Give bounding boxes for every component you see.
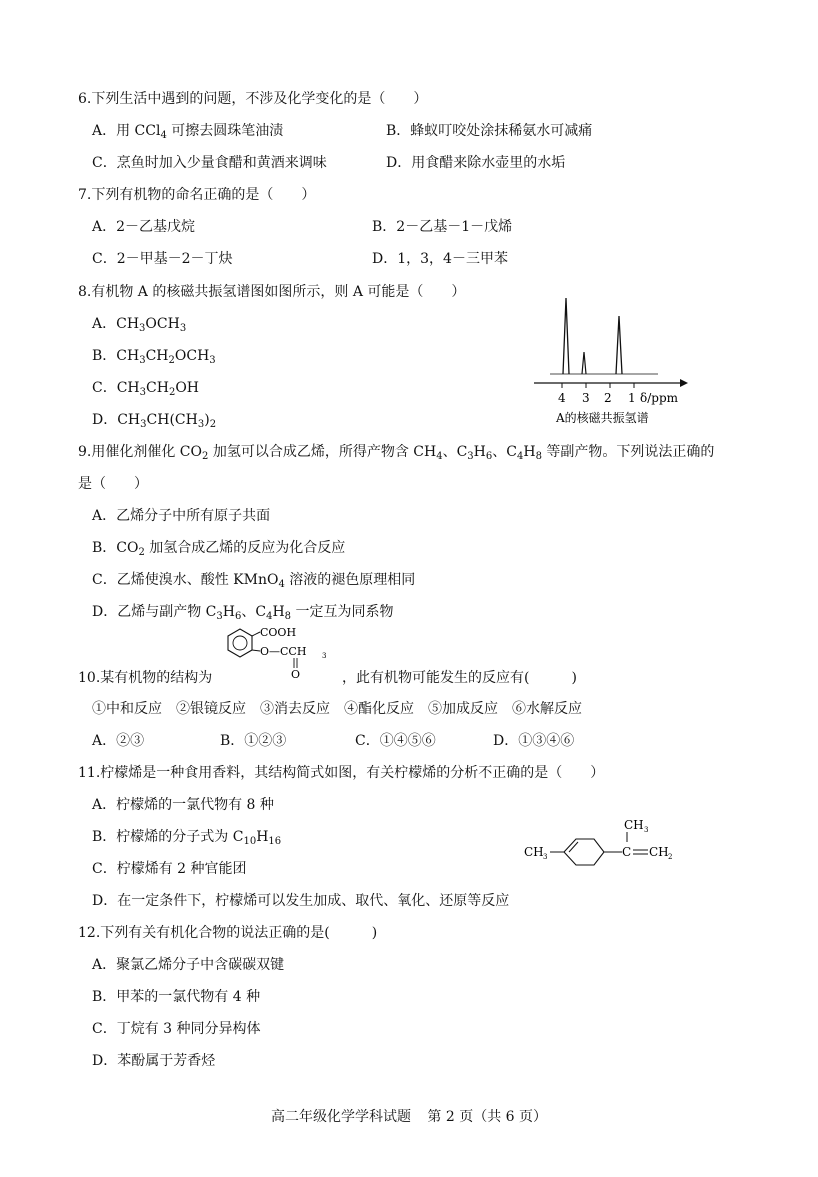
nmr-tick-label: 4 [558,391,566,405]
footer-page-number: 第 2 页（共 6 页） [427,1109,548,1125]
bond [252,650,260,651]
q8-option-a [92,314,186,334]
q6-option-c: C．烹鱼时加入少量食醋和黄酒来调味 [92,155,327,171]
q12-option-a: A．聚氯乙烯分子中含碳碳双键 [92,957,285,973]
q9-d-m: H [222,604,235,620]
q11-option-b [92,827,281,847]
q12-option-d: D．苯酚属于芳香烃 [92,1053,216,1069]
q11-option-d: D．在一定条件下，柠檬烯可以发生加成、取代、氧化、还原等反应 [92,893,510,909]
q9-b-sub: 2 [138,547,145,558]
q9-s1b: 加氢可以合成乙烯，所得产物含 CH [208,444,437,460]
q9-sub: 6 [485,451,493,462]
q8-b-s5: 3 [209,355,216,366]
q9-s1c: 、C [442,444,468,460]
q9-option-c [92,570,415,590]
q9-c-sub: 4 [278,579,285,590]
q12-option-c: C．丁烷有 3 种同分异构体 [92,1021,261,1037]
q9-s1: 9.用催化剂催化 CO [78,444,202,460]
q11-b-sub: 16 [268,836,282,847]
ch3-left-label: CH [524,845,544,859]
q9-d-m: 、C [241,604,267,620]
q12-option-b: B．甲苯的一氯代物有 4 种 [92,989,261,1005]
q6-option-d: D．用食醋来除水壶里的水垢 [386,155,566,171]
q8-c-t0: C．CH [92,380,140,396]
q8-d-t4: ) [204,412,210,428]
ch2-sub: 2 [668,853,673,861]
page-footer [0,1107,818,1127]
q7-option-c: C．2－甲基－2－丁炔 [92,251,233,267]
q9-s1e: 、C [492,444,517,460]
q8-d-t2: CH(CH [146,412,198,428]
q6-a-sub: 4 [160,130,167,141]
q8-b-t2: CH [145,348,169,364]
q10-stem-pre: 10.某有机物的结构为 [78,670,213,686]
carbonyl-o: O [291,668,301,680]
nmr-axis-arrow [680,379,688,387]
q8-option-b [92,346,216,366]
q9-s1f: H [523,444,536,460]
q6-stem: 6.下列生活中遇到的问题，不涉及化学变化的是（ ） [78,91,428,107]
q11-stem: 11.柠檬烯是一种食用香料，其结构简式如图，有关柠檬烯的分析不正确的是（ ） [78,765,605,781]
q9-option-b [92,538,345,558]
q8-d-s1: 3 [140,419,147,430]
q8-a-t2: OCH [145,316,180,332]
nmr-tick-label: 1 [628,391,636,405]
q9-d-pre: D．乙烯与副产物 C [92,604,217,620]
q10-reactions: ①中和反应 ②银镜反应 ③消去反应 ④酯化反应 ⑤加成反应 ⑥水解反应 [92,701,582,717]
q9-d-sub: 4 [266,611,273,622]
q9-s1g: 等副产物。下列说法正确的 [541,444,715,460]
q10-option-d: D．①③④⑥ [493,733,575,749]
q9-c-pre: C．乙烯使溴水、酸性 KMnO [92,572,279,588]
q8-c-t2: CH [146,380,169,396]
benzene-ring [228,629,252,657]
q8-b-t0: B．CH [92,348,140,364]
q9-b-pre: B．CO [92,540,139,556]
q8-option-d [92,410,216,430]
nmr-caption: A的核磁共振氢谱 [556,411,649,425]
q8-stem: 8.有机物 A 的核磁共振氢谱图如图所示，则 A 可能是（ ） [78,284,466,300]
q11-b-m: H [256,829,269,845]
q9-d-sub: 6 [234,611,242,622]
q9-b-post: 加氢合成乙烯的反应为化合反应 [144,540,346,556]
q8-b-s1: 3 [139,355,146,366]
q8-d-s5: 2 [209,419,217,430]
ring-double-bond [569,842,578,852]
q9-stem-line2: 是（ ） [78,476,148,492]
nmr-peak [563,298,569,374]
nmr-spectrum-figure [530,292,690,432]
q10-option-c: C．①④⑤⑥ [355,733,436,749]
q9-s1d: H [473,444,486,460]
nmr-peak [616,316,622,374]
nmr-tick-label: 3 [582,391,590,405]
q7-stem: 7.下列有机物的命名正确的是（ ） [78,187,316,203]
q10-option-b: B．①②③ [220,733,287,749]
cooh-label: COOH [260,626,297,639]
q9-d-sub: 8 [284,611,292,622]
q6-a-pre: A．用 CCl [92,123,161,139]
q7-option-b: B．2－乙基－1－戊烯 [372,219,513,235]
q9-c-post: 溶液的褪色原理相同 [284,572,416,588]
q8-option-c [92,378,199,398]
nmr-peak [582,352,586,374]
q6-option-a [92,121,283,141]
q8-a-s3: 3 [179,323,187,334]
c-label: C [622,845,632,859]
footer-title: 高二年级化学学科试题 [270,1109,411,1125]
q8-c-s3: 2 [168,387,176,398]
ch3-top-sub: 3 [644,826,649,834]
nmr-axis-label: δ/ppm [640,391,679,405]
q9-d-m: H [272,604,285,620]
q9-d-sub: 3 [216,611,223,622]
ch2-label: CH [649,845,669,859]
ch3-left-sub: 3 [543,853,548,861]
q9-sub: 4 [516,451,524,462]
q9-option-a: A．乙烯分子中所有原子共面 [92,508,271,524]
q10-stem-post: ，此有机物可能发生的反应有( ) [342,670,577,686]
q9-d-post: 一定互为同系物 [291,604,394,620]
q8-b-s3: 2 [168,355,175,366]
q10-option-a: A．②③ [92,733,145,749]
q8-d-t0: D．CH [92,412,141,428]
q9-sub: 8 [535,451,542,462]
q9-sub: 4 [436,451,443,462]
aromatic-circle [233,636,247,650]
nmr-tick-label: 2 [604,391,612,405]
q9-sub: 3 [467,451,474,462]
q12-stem: 12.下列有关有机化合物的说法正确的是( ) [78,925,378,941]
q7-option-d: D．1，3，4－三甲苯 [372,251,508,267]
q8-c-t4: OH [175,380,199,396]
q11-b-sub: 10 [243,836,257,847]
q9-option-d [92,602,394,622]
ch3-top-label: CH [624,818,644,832]
aspirin-structure [220,622,340,680]
q7-option-a: A．2－乙基戊烷 [92,219,196,235]
q8-d-s3: 3 [197,419,205,430]
q9-stem-line1 [78,442,714,462]
q6-a-post: 可擦去圆珠笔油渍 [166,123,284,139]
ester-label-sub: 3 [322,652,327,660]
ester-label: O—CCH [260,645,307,658]
q8-a-t0: A．CH [92,316,140,332]
q6-option-b: B．蜂蚁叮咬处涂抹稀氨水可减痛 [386,123,593,139]
q8-c-s1: 3 [139,387,147,398]
q9-sub: 2 [202,451,209,462]
q8-b-t4: OCH [174,348,210,364]
q8-a-s1: 3 [139,323,146,334]
cyclohexene-ring [564,839,604,865]
q11-b-pre: B．柠檬烯的分子式为 C [92,829,244,845]
limonene-structure [522,812,692,870]
bond [252,632,260,636]
q11-option-c: C．柠檬烯有 2 种官能团 [92,861,247,877]
q11-option-a: A．柠檬烯的一氯代物有 8 种 [92,797,274,813]
